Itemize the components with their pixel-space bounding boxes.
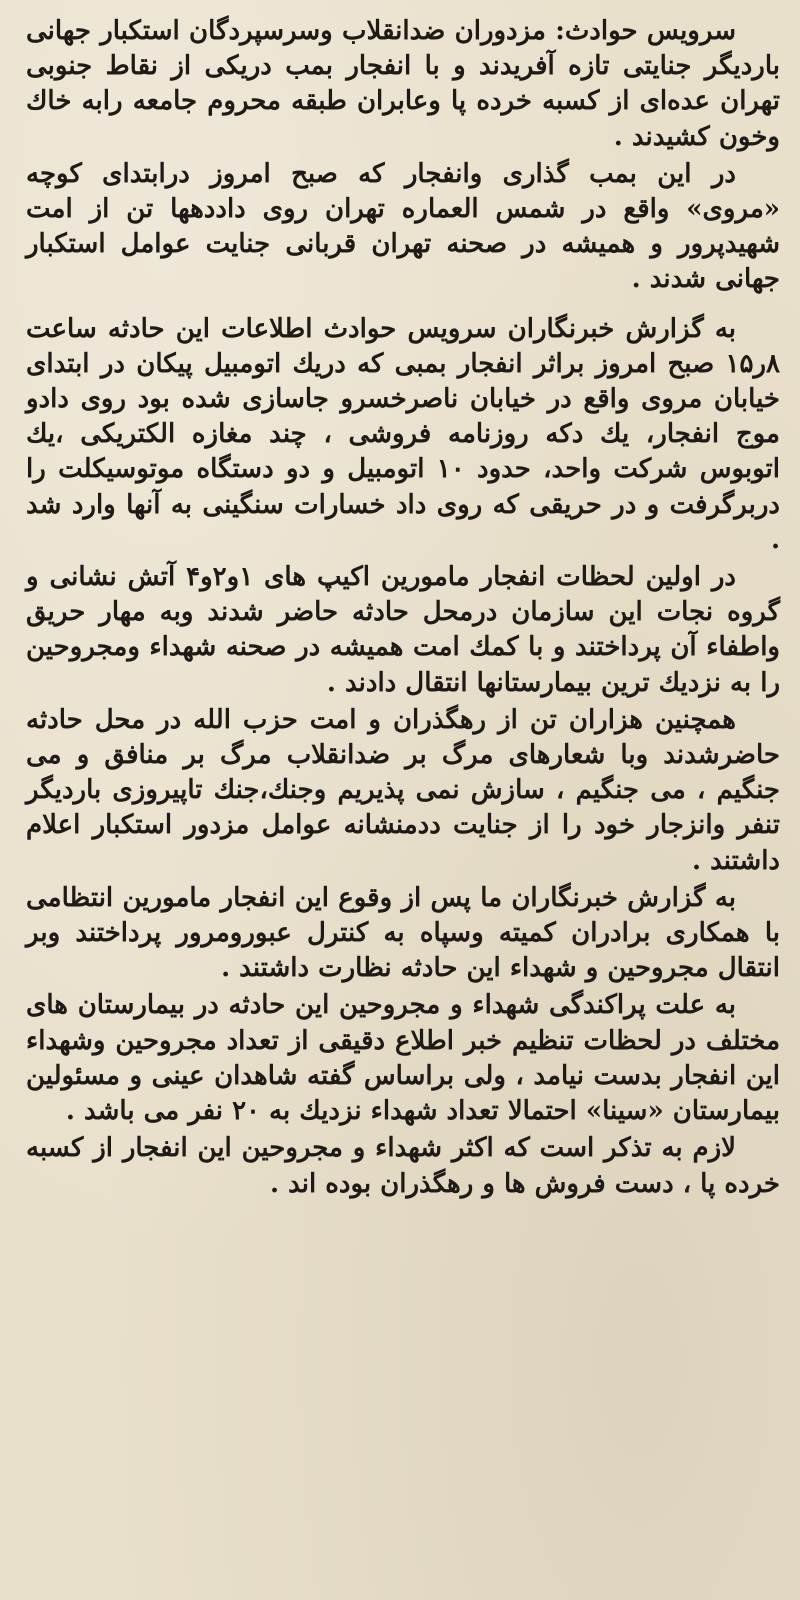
article-paragraph-firefighters: در اولین لحظات انفجار مامورین اکیپ های ۱و۲و۴ آتش نشانی و گروه نجات این سازمان درمحل حادثه حاضر شدند وبه مهار حریق واطفاء آن پرداختند و با کمك امت همیشه در صحنه شهداء ومجروحین را به نزدیك ترین بیمارستانها انتقال دادند .: [26, 562, 780, 698]
news-article: [26, 14, 780, 1202]
article-paragraph-crowd: همچنین هزاران تن از رهگذران و امت حزب الله در محل حادثه حاضرشدند وبا شعارهای مرگ بر ضدانقلاب مرگ بر منافق و می جنگیم ، می جنگیم ، سازش نمی پذیریم وجنك،جنك تاپیروزی باردیگر تنفر وانزجار خود را از جنایت ددمنشانه عوامل مزدور استکبار اعلام داشتند .: [26, 704, 780, 876]
article-paragraph-bombing: در این بمب گذاری وانفجار که صبح امروز درابتدای کوچه «مروی» واقع در شمس العماره تهران روی داددهها تن از امت شهیدپرور و همیشه در صحنه تهران قربانی جنایت عوامل استکبار جهانی شدند .: [26, 158, 780, 295]
article-paragraph-note: لازم به تذکر است که اکثر شهداء و مجروحین این انفجار از کسبه خرده پا ، دست فروش ها و رهگذران بوده اند .: [26, 1133, 780, 1199]
article-paragraph-lead: سرویس حوادث: مزدوران ضدانقلاب وسرسپردگان استکبار جهانی باردیگر جنایتی تازه آفریدند و با انفجار بمب دریکی از نقاط جنوبی تهران عده‌ای از کسبه خرده پا وعابران طبقه محروم جامعه رابه خاك وخون کشیدند .: [26, 16, 780, 152]
article-paragraph-report: به گزارش خبرنگاران سرویس حوادث اطلاعات این حادثه ساعت ۸ر۱۵ صبح امروز براثر انفجار بمبی که دریك اتومبیل پیکان در ابتدای خیابان مروی واقع در خیابان ناصرخسرو جاسازی شده بود روی دادو موج انفجار، یك دکه روزنامه فروشی ، چند مغازه الکتریکی ،یك اتوبوس شرکت واحد، حدود ۱۰ اتومبیل و دو دستگاه موتوسیکلت را دربرگرفت و در حریقی که روی داد خسارات سنگینی به آنها وارد شد .: [26, 313, 780, 555]
article-paragraph-casualties: به علت پراکندگی شهداء و مجروحین این حادثه در بیمارستان های مختلف در لحظات تنظیم خبر اطلاع دقیقی از تعداد مجروحین وشهداء این انفجار بدست نیامد ، ولی براساس گفته شاهدان عینی و مسئولین بیمارستان «سینا» احتمالا تعداد شهداء نزدیك به ۲۰ نفر می باشد .: [26, 990, 780, 1127]
article-paragraph-security: به گزارش خبرنگاران ما پس از وقوع این انفجار مامورین انتظامی با همکاری برادران کمیته وسپاه به کنترل عبورومرور پرداختند وبر انتقال مجروحین و شهداء این حادثه نظارت داشتند .: [26, 882, 780, 984]
